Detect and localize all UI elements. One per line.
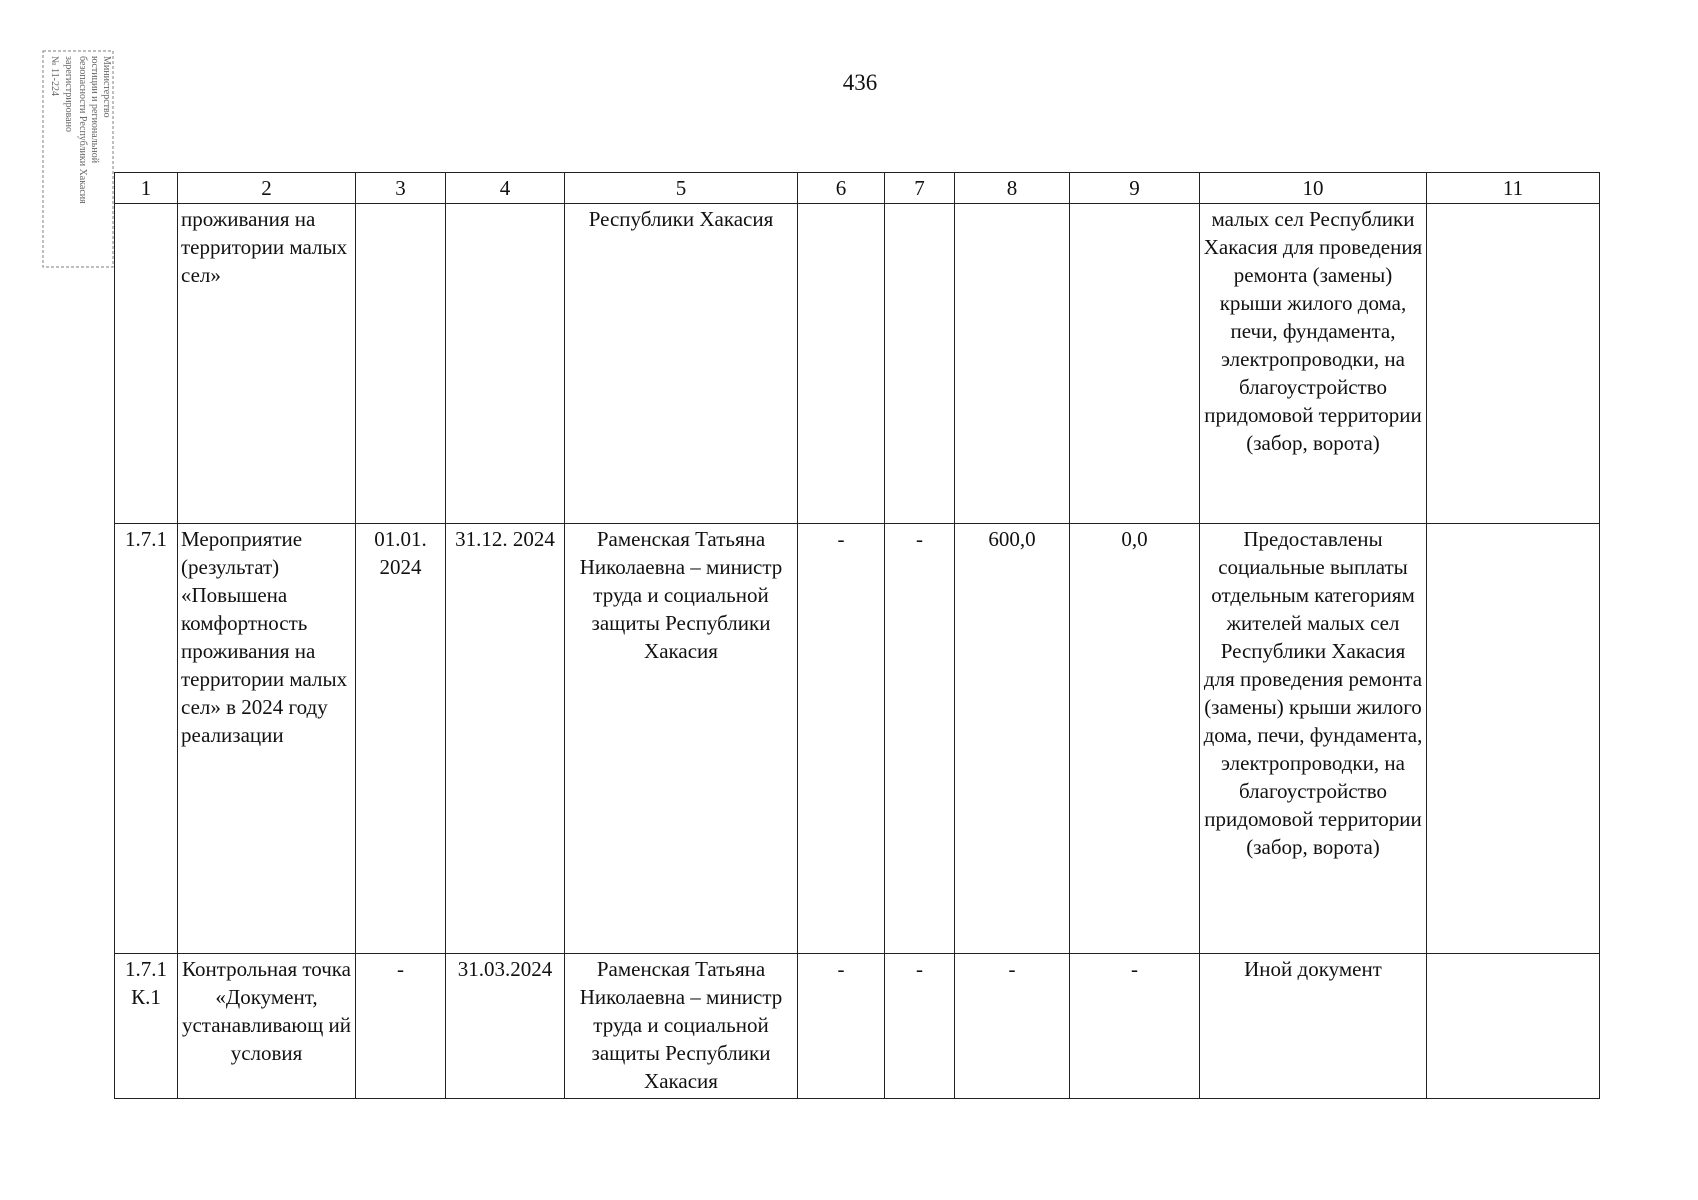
header-cell: 6 [798, 173, 885, 204]
cell-start-date: - [356, 954, 446, 1099]
cell-number: 1.7.1 [115, 524, 178, 954]
stamp-line-4: зарегистрировано [63, 56, 74, 132]
header-cell: 9 [1070, 173, 1200, 204]
cell-col9 [1070, 204, 1200, 524]
cell-responsible: Раменская Татьяна Николаевна – министр труда и социальной защиты Республики Хакасия [565, 524, 798, 954]
cell-col7: - [885, 524, 955, 954]
cell-responsible: Раменская Татьяна Николаевна – министр труда и социальной защиты Республики Хакасия [565, 954, 798, 1099]
header-cell: 7 [885, 173, 955, 204]
program-table [114, 172, 1600, 1099]
stamp-line-2: юстиции и региональной [89, 56, 100, 164]
header-cell: 3 [356, 173, 446, 204]
cell-end-date: 31.03.2024 [446, 954, 565, 1099]
cell-result: Иной документ [1200, 954, 1427, 1099]
cell-end-date: 31.12. 2024 [446, 524, 565, 954]
cell-col7: - [885, 954, 955, 1099]
table-row [115, 954, 1600, 1099]
stamp-line-5: № 11-224 [49, 56, 60, 96]
cell-number [115, 204, 178, 524]
cell-col6 [798, 204, 885, 524]
cell-result: малых сел Республики Хакасия для проведения ремонта (замены) крыши жилого дома, печи, фундамента, электропроводки, на благоустройство придомовой территории (забор, ворота) [1200, 204, 1427, 524]
cell-col8: 600,0 [955, 524, 1070, 954]
cell-col8 [955, 204, 1070, 524]
cell-result: Предоставлены социальные выплаты отдельным категориям жителей малых сел Республики Хакасия для проведения ремонта (замены) крыши жилого дома, печи, фундамента, электропроводки, на благоустройство придомовой территории (забор, ворота) [1200, 524, 1427, 954]
cell-col6: - [798, 524, 885, 954]
cell-name: проживания на территории малых сел» [178, 204, 356, 524]
stamp-line-3: безопасности Республики Хакасия [77, 56, 88, 204]
cell-name: Контрольная точка «Документ, устанавливающ ий условия [178, 954, 356, 1099]
cell-col9: 0,0 [1070, 524, 1200, 954]
cell-col11 [1427, 204, 1600, 524]
cell-col9: - [1070, 954, 1200, 1099]
cell-col7 [885, 204, 955, 524]
table-row [115, 524, 1600, 954]
header-cell: 5 [565, 173, 798, 204]
cell-end-date [446, 204, 565, 524]
stamp-line-1: Министерство [101, 56, 112, 118]
cell-col8: - [955, 954, 1070, 1099]
header-cell: 10 [1200, 173, 1427, 204]
header-cell: 4 [446, 173, 565, 204]
header-cell: 1 [115, 173, 178, 204]
page-number: 436 [842, 70, 878, 95]
cell-col11 [1427, 524, 1600, 954]
header-cell: 2 [178, 173, 356, 204]
cell-start-date: 01.01. 2024 [356, 524, 446, 954]
cell-col6: - [798, 954, 885, 1099]
cell-name: Мероприятие (результат) «Повышена комфортность проживания на территории малых сел» в 2024 году реализации [178, 524, 356, 954]
table-header-row [115, 173, 1600, 204]
cell-number: 1.7.1 К.1 [115, 954, 178, 1099]
table-row [115, 204, 1600, 524]
header-cell: 11 [1427, 173, 1600, 204]
cell-start-date [356, 204, 446, 524]
cell-responsible: Республики Хакасия [565, 204, 798, 524]
header-cell: 8 [955, 173, 1070, 204]
cell-col11 [1427, 954, 1600, 1099]
